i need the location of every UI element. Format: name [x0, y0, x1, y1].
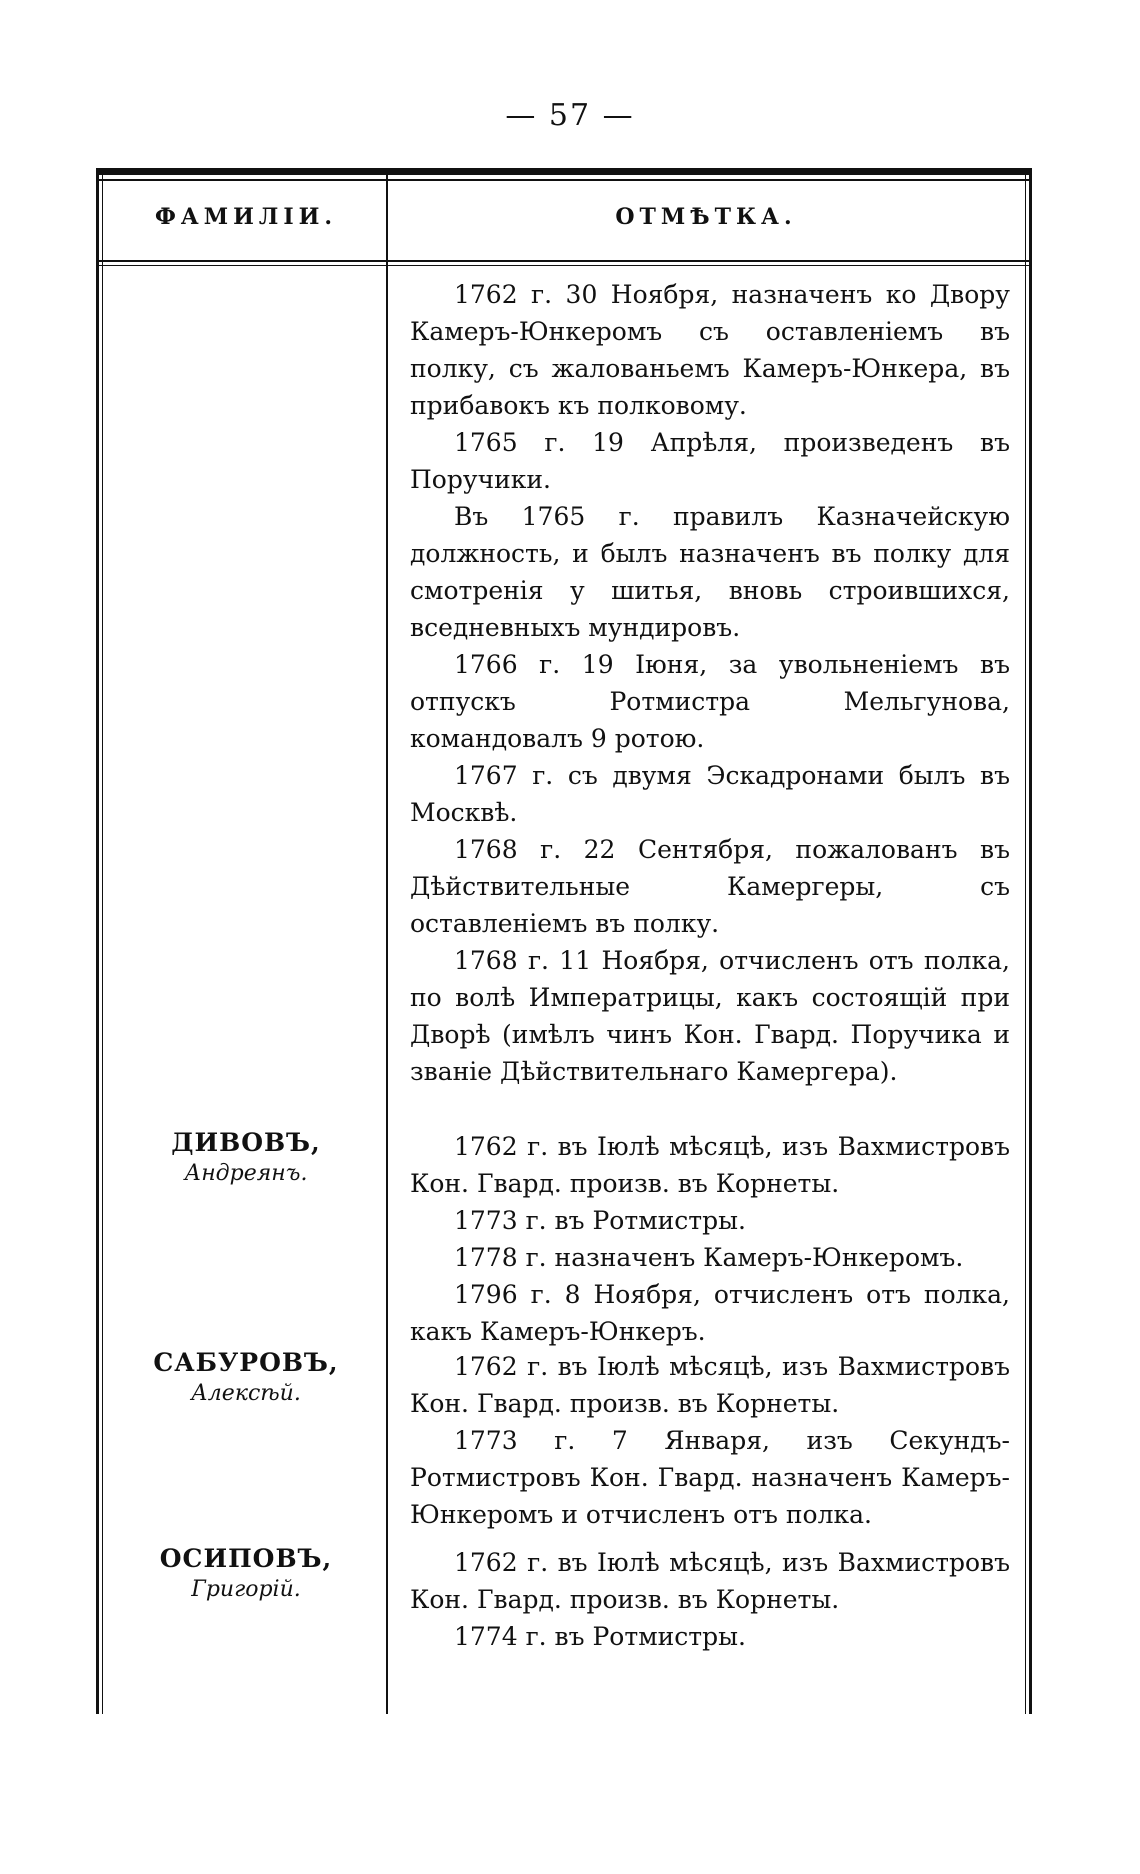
- name-cell: [106, 1348, 386, 1406]
- left-border-inner: [102, 168, 103, 1714]
- notes-cell: [410, 276, 1010, 1090]
- page-number: — 57 —: [505, 98, 635, 133]
- surname: САБУРОВЪ,: [153, 1348, 339, 1377]
- right-border: [1029, 168, 1032, 1714]
- note-paragraph: 1773 г. 7 Января, изъ Секундъ-Ротмистровъ Кон. Гвард. назначенъ Камеръ-Юнкеромъ и отчисленъ отъ полка.: [410, 1426, 1010, 1529]
- note-paragraph: 1768 г. 11 Ноября, отчисленъ отъ полка, по волѣ Императрицы, какъ состоящій при Дворѣ (имѣлъ чинъ Кон. Гвард. Поручика и званіе Дѣйствительнаго Камергера).: [410, 946, 1010, 1086]
- notes-cell: [410, 1544, 1010, 1655]
- column-header-notes: ОТМѢТКА.: [615, 204, 797, 230]
- note-paragraph: 1774 г. въ Ротмистры.: [454, 1622, 746, 1651]
- left-border: [96, 168, 99, 1714]
- column-divider: [386, 168, 388, 1714]
- column-header-surnames: ФАМИЛІИ.: [154, 204, 338, 230]
- given-name: Григорій.: [191, 1577, 301, 1602]
- note-paragraph: 1762 г. въ Іюлѣ мѣсяцѣ, изъ Вахмистровъ Кон. Гвард. произв. въ Корнеты.: [410, 1352, 1010, 1418]
- name-cell: [106, 276, 386, 280]
- note-paragraph: 1762 г. 30 Ноября, назначенъ ко Двору Камеръ-Юнкеромъ съ оставленіемъ въ полку, съ жалованьемъ Камеръ-Юнкера, въ прибавокъ къ полковому.: [410, 280, 1010, 420]
- note-paragraph: 1773 г. въ Ротмистры.: [454, 1206, 746, 1235]
- right-border-inner: [1025, 168, 1026, 1714]
- note-paragraph: 1778 г. назначенъ Камеръ-Юнкеромъ.: [454, 1243, 964, 1272]
- given-name: Алексѣй.: [191, 1381, 301, 1406]
- note-paragraph: 1767 г. съ двумя Эскадронами былъ въ Москвѣ.: [410, 761, 1010, 827]
- notes-cell: [410, 1348, 1010, 1533]
- surname: ДИВОВЪ,: [171, 1128, 321, 1157]
- top-rule: [96, 168, 1032, 175]
- note-paragraph: 1768 г. 22 Сентября, пожалованъ въ Дѣйствительные Камергеры, съ оставленіемъ въ полку.: [410, 835, 1010, 938]
- top-rule-thin: [96, 179, 1032, 181]
- note-paragraph: 1766 г. 19 Іюня, за увольненіемъ въ отпускъ Ротмистра Мельгунова, командовалъ 9 ротою.: [410, 650, 1010, 753]
- register-table: [96, 168, 1032, 1714]
- given-name: Андреянъ.: [184, 1161, 308, 1186]
- note-paragraph: Въ 1765 г. правилъ Казначейскую должность, и былъ назначенъ въ полку для смотренія у шитья, вновь строившихся, вседневныхъ мундировъ.: [410, 502, 1010, 642]
- note-paragraph: 1762 г. въ Іюлѣ мѣсяцѣ, изъ Вахмистровъ Кон. Гвард. произв. въ Корнеты.: [410, 1132, 1010, 1198]
- surname: ОСИПОВЪ,: [159, 1544, 333, 1573]
- note-paragraph: 1796 г. 8 Ноября, отчисленъ отъ полка, какъ Камеръ-Юнкеръ.: [410, 1280, 1010, 1346]
- note-paragraph: 1762 г. въ Іюлѣ мѣсяцѣ, изъ Вахмистровъ Кон. Гвард. произв. въ Корнеты.: [410, 1548, 1010, 1614]
- name-cell: [106, 1128, 386, 1186]
- note-paragraph: 1765 г. 19 Апрѣля, произведенъ въ Поручики.: [410, 428, 1010, 494]
- header-rule: [96, 260, 1032, 262]
- notes-cell: [410, 1128, 1010, 1350]
- header-rule-thin: [96, 265, 1032, 266]
- name-cell: [106, 1544, 386, 1602]
